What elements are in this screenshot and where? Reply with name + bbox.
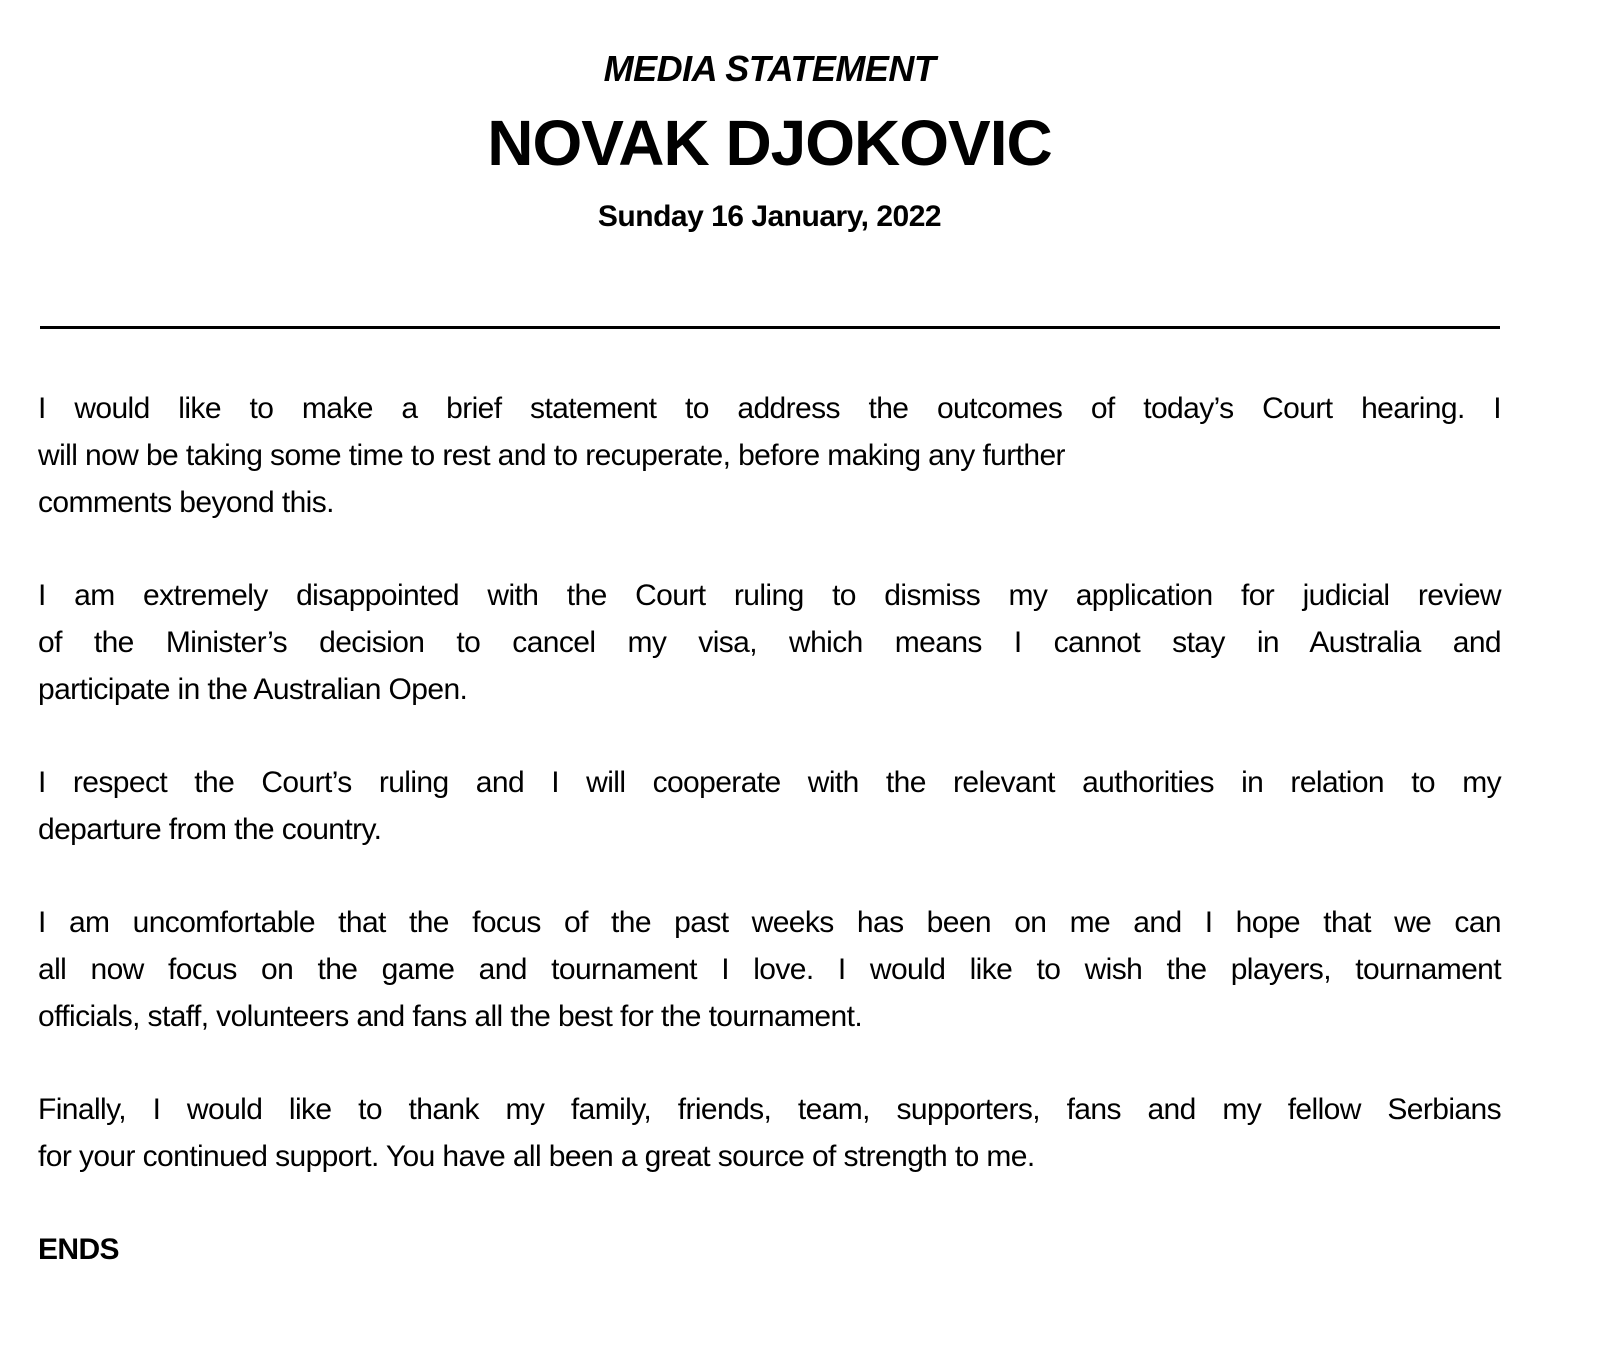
document-title: NOVAK DJOKOVIC — [487, 107, 1052, 179]
document-date: Sunday 16 January, 2022 — [597, 200, 942, 233]
closing-text: ENDS — [38, 1233, 119, 1266]
separator-rule — [40, 326, 1500, 329]
paragraph-5 — [38, 1086, 1501, 1180]
paragraph-line: I would like to make a brief statement to address the outcomes of today’s Court hearing. I — [38, 392, 1501, 425]
statement-body — [38, 385, 1501, 1319]
paragraph-line: Finally, I would like to thank my family, friends, team, supporters, fans and my fellow Serbians — [38, 1093, 1501, 1126]
paragraph-line: of the Minister’s decision to cancel my visa, which means I cannot stay in Australia and — [38, 626, 1501, 659]
paragraph-line: participate in the Australian Open. — [38, 673, 468, 706]
closing-ends — [38, 1226, 1501, 1273]
paragraph-line: I am uncomfortable that the focus of the past weeks has been on me and I hope that we can — [38, 906, 1501, 939]
paragraph-line: officials, staff, volunteers and fans all the best for the tournament. — [38, 1000, 863, 1033]
paragraph-line: I respect the Court’s ruling and I will cooperate with the relevant authorities in relation to my — [38, 766, 1501, 799]
paragraph-line: I am extremely disappointed with the Court ruling to dismiss my application for judicial review — [38, 579, 1501, 612]
paragraph-line: for your continued support. You have all been a great source of strength to me. — [38, 1140, 1035, 1173]
paragraph-2 — [38, 572, 1501, 713]
paragraph-1 — [38, 385, 1501, 526]
paragraph-line: all now focus on the game and tournament I love. I would like to wish the players, tournament — [38, 953, 1501, 986]
paragraph-4 — [38, 899, 1501, 1040]
paragraph-3 — [38, 759, 1501, 853]
paragraph-line: comments beyond this. — [38, 486, 334, 519]
paragraph-line: departure from the country. — [38, 813, 382, 846]
paragraph-line: will now be taking some time to rest and to recuperate, before making any further — [38, 439, 1065, 472]
document-kicker: MEDIA STATEMENT — [603, 48, 936, 89]
